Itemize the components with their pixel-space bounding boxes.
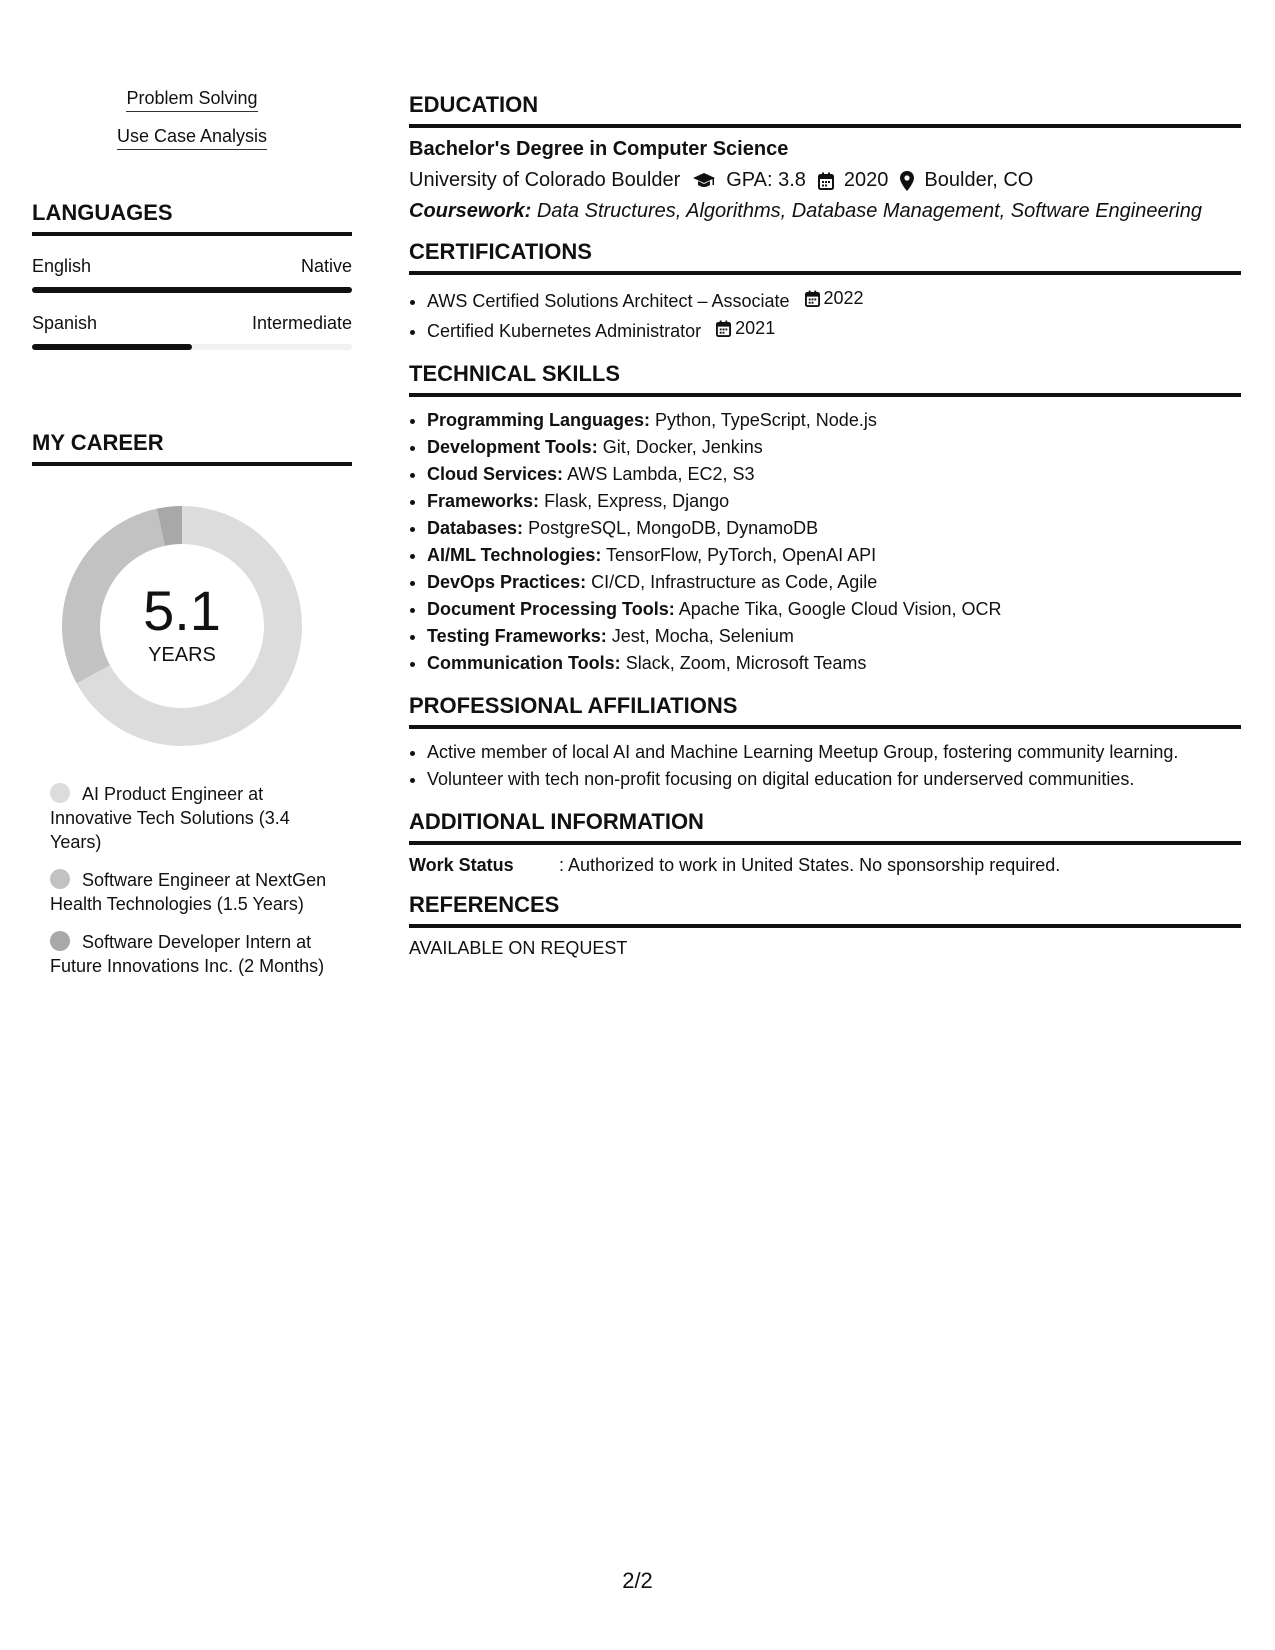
legend-dot-icon <box>50 783 70 803</box>
affiliations-section <box>409 693 1241 793</box>
affiliation-item: • Active member of local AI and Machine Learning Meetup Group, fostering community learning. <box>427 739 1241 766</box>
skill-item: • Communication Tools: Slack, Zoom, Microsoft Teams <box>427 650 1241 677</box>
gpa: GPA: 3.8 <box>726 169 806 191</box>
coursework <box>409 200 1241 223</box>
legend-item: AI Product Engineer at Innovative Tech Solutions (3.4 Years) <box>50 784 290 852</box>
page-number: 2/2 <box>622 1568 653 1593</box>
work-status-value: : Authorized to work in United States. No sponsorship required. <box>559 855 1061 875</box>
left-column <box>32 80 352 992</box>
certifications-title: CERTIFICATIONS <box>409 239 1241 275</box>
coursework-list: Data Structures, Algorithms, Database Management, Software Engineering <box>536 200 1202 222</box>
skill-item: • Programming Languages: Python, TypeScript, Node.js <box>427 407 1241 434</box>
education-title: EDUCATION <box>409 92 1241 128</box>
legend-item: Software Engineer at NextGen Health Technologies (1.5 Years) <box>50 870 327 914</box>
additional-info-section <box>409 809 1241 876</box>
technical-skills-section <box>409 361 1241 677</box>
calendar-icon <box>716 320 731 337</box>
work-status-label: Work Status <box>409 855 514 875</box>
legend-dot-icon <box>50 869 70 889</box>
location-pin-icon <box>900 171 914 191</box>
location: Boulder, CO <box>924 169 1034 191</box>
references-title: REFERENCES <box>409 892 1241 928</box>
work-status-row <box>409 855 1241 876</box>
skill-item: • AI/ML Technologies: TensorFlow, PyTorch, OpenAI API <box>427 542 1241 569</box>
calendar-icon <box>805 290 820 307</box>
language-bar-fill <box>32 344 192 350</box>
career-donut-chart <box>62 506 302 746</box>
skill-item: • Development Tools: Git, Docker, Jenkins <box>427 434 1241 461</box>
language-level: Intermediate <box>251 313 352 333</box>
right-column <box>409 92 1241 975</box>
calendar-icon <box>818 172 834 190</box>
references-text: AVAILABLE ON REQUEST <box>409 938 628 958</box>
career-legend <box>50 782 340 978</box>
affiliation-item: • Volunteer with tech non-profit focusing on digital education for underserved communities. <box>427 766 1241 793</box>
school: University of Colorado Boulder <box>409 169 681 191</box>
language-level: Native <box>300 256 352 276</box>
additional-info-title: ADDITIONAL INFORMATION <box>409 809 1241 845</box>
references-section <box>409 892 1241 959</box>
skill-item: • Document Processing Tools: Apache Tika, Google Cloud Vision, OCR <box>427 596 1241 623</box>
career-title: MY CAREER <box>32 430 352 466</box>
language-name: Spanish <box>32 313 98 333</box>
certifications-section <box>409 239 1241 345</box>
certification-year: 2021 <box>735 318 776 338</box>
career-unit: YEARS <box>148 644 216 666</box>
skill-item: • DevOps Practices: CI/CD, Infrastructure as Code, Agile <box>427 569 1241 596</box>
career-section <box>32 430 352 978</box>
skill-item: • Frameworks: Flask, Express, Django <box>427 488 1241 515</box>
languages-section <box>32 200 352 350</box>
education-details <box>409 169 1241 192</box>
language-bar <box>32 287 352 293</box>
skill-item: • Cloud Services: AWS Lambda, EC2, S3 <box>427 461 1241 488</box>
legend-item: Software Developer Intern at Future Innovations Inc. (2 Months) <box>50 932 325 976</box>
skill-tag: Problem Solving <box>32 88 352 112</box>
certification-item: • Certified Kubernetes Administrator 2021 <box>427 315 1241 345</box>
graduation-cap-icon <box>692 172 716 190</box>
skill-item: • Databases: PostgreSQL, MongoDB, DynamoDB <box>427 515 1241 542</box>
education-section <box>409 92 1241 223</box>
language-name: English <box>32 256 92 276</box>
career-total: 5.1 <box>143 579 221 642</box>
language-bar <box>32 344 352 350</box>
language-bar-fill <box>32 287 352 293</box>
certification-item: • AWS Certified Solutions Architect – Associate 2022 <box>427 285 1241 315</box>
skill-item: • Testing Frameworks: Jest, Mocha, Selenium <box>427 623 1241 650</box>
certification-year: 2022 <box>823 288 864 308</box>
degree: Bachelor's Degree in Computer Science <box>409 138 789 160</box>
legend-dot-icon <box>50 931 70 951</box>
technical-skills-title: TECHNICAL SKILLS <box>409 361 1241 397</box>
coursework-label: Coursework: <box>409 200 532 222</box>
language-item <box>32 313 352 350</box>
languages-title: LANGUAGES <box>32 200 352 236</box>
affiliations-title: PROFESSIONAL AFFILIATIONS <box>409 693 1241 729</box>
skill-tag: Use Case Analysis <box>32 126 352 150</box>
language-item <box>32 256 352 293</box>
graduation-year: 2020 <box>843 169 889 191</box>
